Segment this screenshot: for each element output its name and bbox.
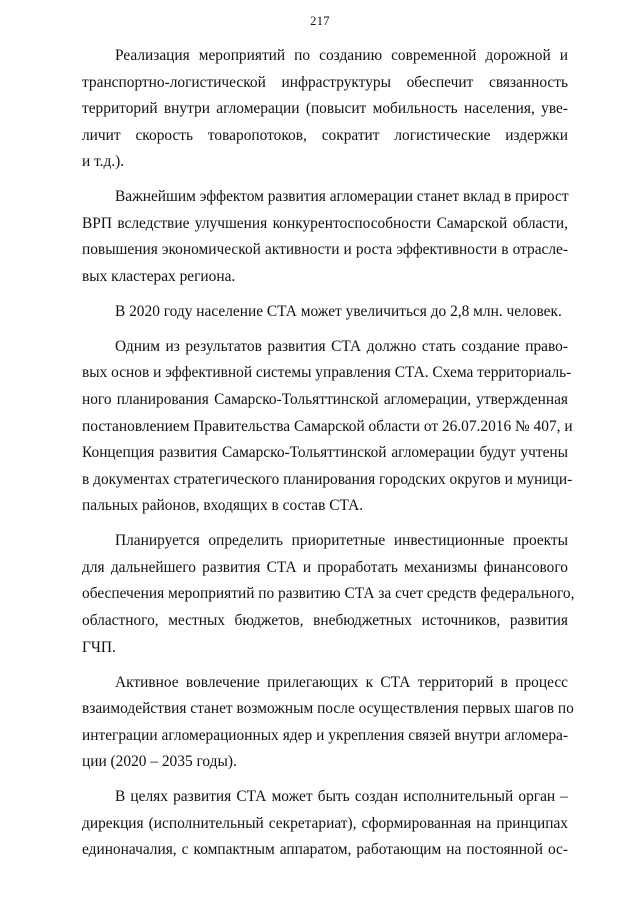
text-line: транспортно-логистической инфраструктуры обеспечит связанность bbox=[82, 73, 568, 91]
paragraph-3 bbox=[82, 299, 568, 326]
paragraph-2 bbox=[82, 184, 568, 290]
page-number: 217 bbox=[310, 14, 330, 28]
paragraph-5 bbox=[82, 528, 575, 661]
text-line: В целях развития СТА может быть создан исполнительный орган – bbox=[115, 788, 568, 806]
text-line: личит скорость товаропотоков, сократит логистические издержки bbox=[82, 126, 568, 144]
text-line: единоначалия, с компактным аппаратом, работающим на постоянной ос- bbox=[82, 841, 568, 859]
text-line: в документах стратегического планирования городских округов и муници- bbox=[82, 470, 573, 488]
text-line: ного планирования Самарско-Тольяттинской агломерации, утвержденная bbox=[82, 391, 568, 409]
text-line: Концепция развития Самарско-Тольяттинской агломерации будут учтены bbox=[82, 444, 568, 462]
text-line: ции (2020 – 2035 годы). bbox=[82, 753, 237, 771]
text-line: постановлением Правительства Самарской области от 26.07.2016 № 407, и bbox=[82, 417, 573, 435]
text-line: Одним из результатов развития СТА должно стать создание право- bbox=[115, 337, 568, 355]
text-line: пальных районов, входящих в состав СТА. bbox=[82, 497, 364, 515]
paragraph-6 bbox=[82, 670, 574, 776]
text-line: и т.д.). bbox=[82, 153, 125, 171]
text-line: территорий внутри агломерации (повысит мобильность населения, уве- bbox=[82, 100, 568, 118]
paragraph-4 bbox=[82, 334, 573, 520]
text-line: повышения экономической активности и роста эффективности в отрасле- bbox=[82, 241, 568, 259]
paragraph-1 bbox=[82, 43, 568, 176]
text-line: вых основ и эффективной системы управления СТА. Схема территориаль- bbox=[82, 364, 572, 382]
paragraph-7 bbox=[82, 784, 568, 864]
text-line: ВРП вследствие улучшения конкурентоспособности Самарской области, bbox=[82, 214, 568, 232]
text-line: областного, местных бюджетов, внебюджетных источников, развития bbox=[82, 612, 568, 630]
text-line: для дальнейшего развития СТА и проработать механизмы финансового bbox=[82, 558, 568, 576]
text-line: интеграции агломерационных ядер и укрепления связей внутри агломера- bbox=[82, 726, 568, 744]
text-line: В 2020 году население СТА может увеличиться до 2,8 млн. человек. bbox=[115, 302, 562, 320]
text-line: Планируется определить приоритетные инвестиционные проекты bbox=[115, 532, 568, 550]
text-line: взаимодействия станет возможным после осуществления первых шагов по bbox=[82, 700, 574, 718]
text-line: вых кластерах региона. bbox=[82, 268, 236, 286]
text-line: Важнейшим эффектом развития агломерации станет вклад в прирост bbox=[115, 188, 569, 206]
text-line: обеспечения мероприятий по развитию СТА за счет средств федерального, bbox=[82, 585, 575, 603]
text-line: ГЧП. bbox=[82, 638, 116, 656]
text-line: Реализация мероприятий по созданию современной дорожной и bbox=[115, 47, 568, 64]
document-body bbox=[82, 43, 575, 872]
text-line: дирекция (исполнительный секретариат), сформированная на принципах bbox=[82, 814, 568, 832]
text-line: Активное вовлечение прилегающих к СТА территорий в процесс bbox=[115, 673, 568, 691]
